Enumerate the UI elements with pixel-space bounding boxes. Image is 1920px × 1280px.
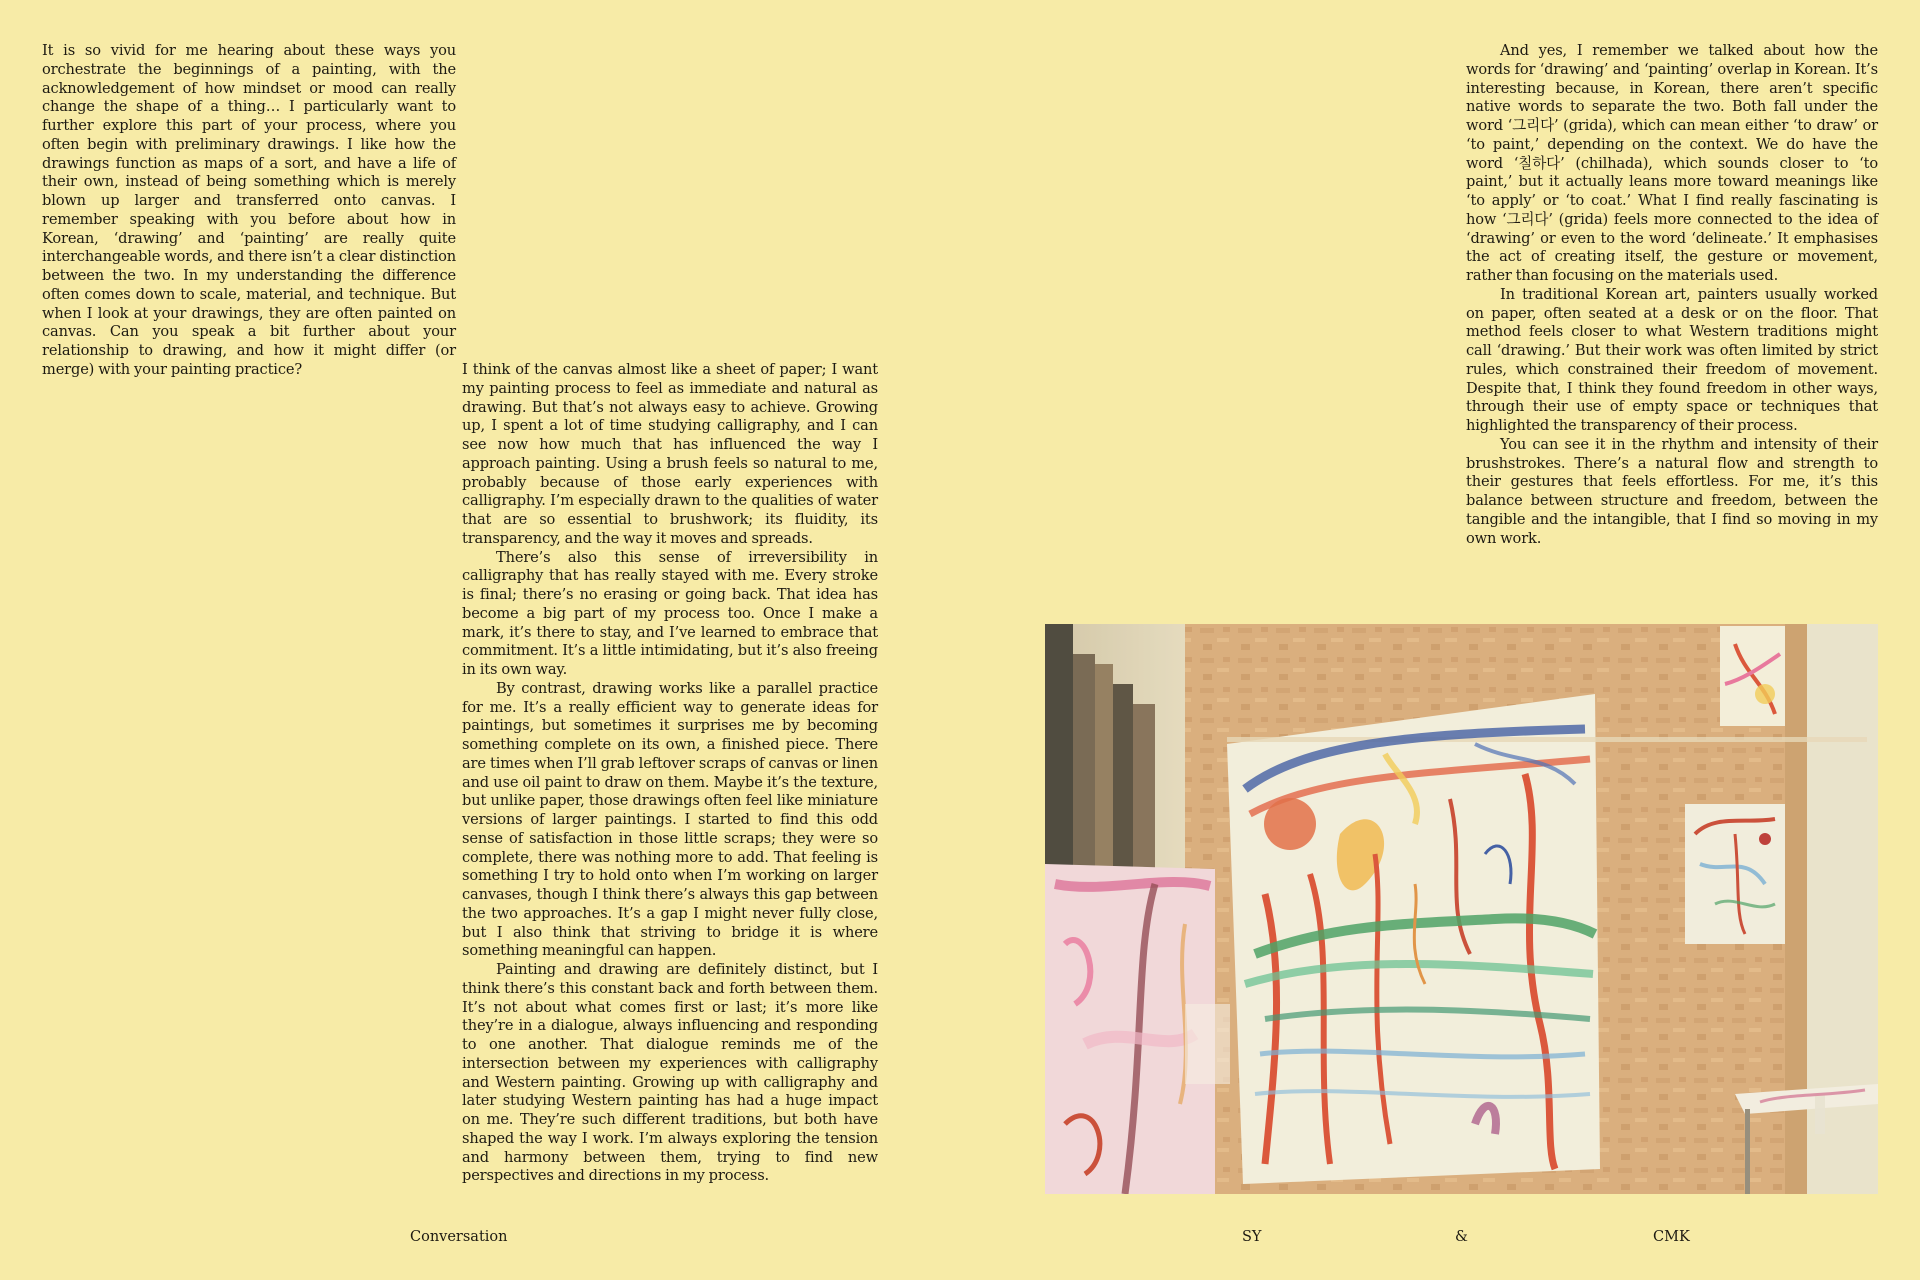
question-text: It is so vivid for me hearing about these ways you orchestrate the beginnings of a painting, with the acknowledgement of how mindset or mood can really change the shape of a thing… I particularly want to further explore this part of your process, where you often begin with preliminary drawings. I like how the drawings function as maps of a sort, and have a life of their own, instead of being something which is merely blown up larger and transferred onto canvas. I remember speaking with you before about how in Korean, ‘drawing’ and ‘painting’ are really quite interchangeable words, and there isn’t a clear distinction between the two. In my understanding the difference often comes down to scale, material, and technique. But when I look at your drawings, they are often painted on canvas. Can you speak a bit further about your relationship to drawing, and how it might differ (or merge) with your painting practice? (42, 42, 456, 378)
footer-initials-sy: SY (1242, 1229, 1262, 1245)
footer-ampersand: & (1455, 1229, 1468, 1245)
answer-column-middle (462, 361, 878, 1186)
answer-paragraph: And yes, I remember we talked about how the words for ‘drawing’ and ‘painting’ overlap in Korean. It’s interesting because, in Korean, there aren’t specific native words to separate the two. Both fall under the word ‘그리다’ (grida), which can mean either ‘to draw’ or ‘to paint,’ depending on the context. We do have the word ‘칠하다’ (chilhada), which sounds closer to ‘to paint,’ but it actually leans more toward meanings like ‘to apply’ or ‘to coat.’ What I find really fascinating is how ‘그리다’ (grida) feels more connected to the idea of ‘drawing’ or even to the word ‘delineate.’ It emphasises the act of creating itself, the gesture or movement, rather than focusing on the materials used. (1466, 42, 1878, 284)
answer-paragraph: You can see it in the rhythm and intensity of their brushstrokes. There’s a natural flow and strength to their gestures that feels effortless. For me, it’s this balance between structure and freedom, between the tangible and the intangible, that I find so moving in my own work. (1466, 435, 1878, 547)
footer-section-label: Conversation (410, 1229, 508, 1245)
footer-initials-cmk: CMK (1653, 1229, 1690, 1245)
answer-paragraph: Painting and drawing are definitely distinct, but I think there’s this constant back and forth between them. It’s not about what comes first or last; it’s more like they’re in a dialogue, always influencing and responding to one another. That dialogue reminds me of the intersection between my experiences with calligraphy and Western painting. Growing up with calligraphy and later studying Western painting has had a huge impact on me. They’re such different traditions, but both have shaped the way I work. I’m always exploring the tension and harmony between them, trying to find new perspectives and directions in my process. (462, 961, 878, 1185)
answer-paragraph: By contrast, drawing works like a parallel practice for me. It’s a really efficient way to generate ideas for paintings, but sometimes it surprises me by becoming something complete on its own, a finished piece. There are times when I’ll grab leftover scraps of canvas or linen and use oil paint to draw on them. Maybe it’s the texture, but unlike paper, those drawings often feel like miniature versions of larger paintings. I started to find this odd sense of satisfaction in those little scraps; they were so complete, there was nothing more to add. That feeling is something I try to hold onto when I’m working on larger canvases, though I think there’s always this gap between the two approaches. It’s a gap I might never fully close, but I also think that striving to bridge it is where something meaningful can happen. (462, 679, 878, 960)
studio-photograph (1045, 624, 1878, 1194)
answer-paragraph: There’s also this sense of irreversibility in calligraphy that has really stayed with me. Every stroke is final; there’s no erasing or going back. That idea has become a big part of my process too. Once I make a mark, it’s there to stay, and I’ve learned to embrace that commitment. It’s a little intimidating, but it’s also freeing in its own way. (462, 548, 878, 678)
answer-paragraph: In traditional Korean art, painters usually worked on paper, often seated at a desk or on the floor. That method feels closer to what Western traditions might call ‘drawing.’ But their work was often limited by strict rules, which constrained their freedom of movement. Despite that, I think they found freedom in other ways, through their use of empty space or techniques that highlighted the transparency of their process. (1466, 285, 1878, 434)
answer-column-right (1466, 42, 1878, 548)
interview-question (42, 42, 456, 380)
answer-paragraph: I think of the canvas almost like a sheet of paper; I want my painting process to feel as immediate and natural as drawing. But that’s not always easy to achieve. Growing up, I spent a lot of time studying calligraphy, and I can see now how much that has influenced the way I approach painting. Using a brush feels so natural to me, probably because of those early experiences with calligraphy. I’m especially drawn to the qualities of water that are so essential to brushwork; its fluidity, its transparency, and the way it moves and spreads. (462, 361, 878, 547)
